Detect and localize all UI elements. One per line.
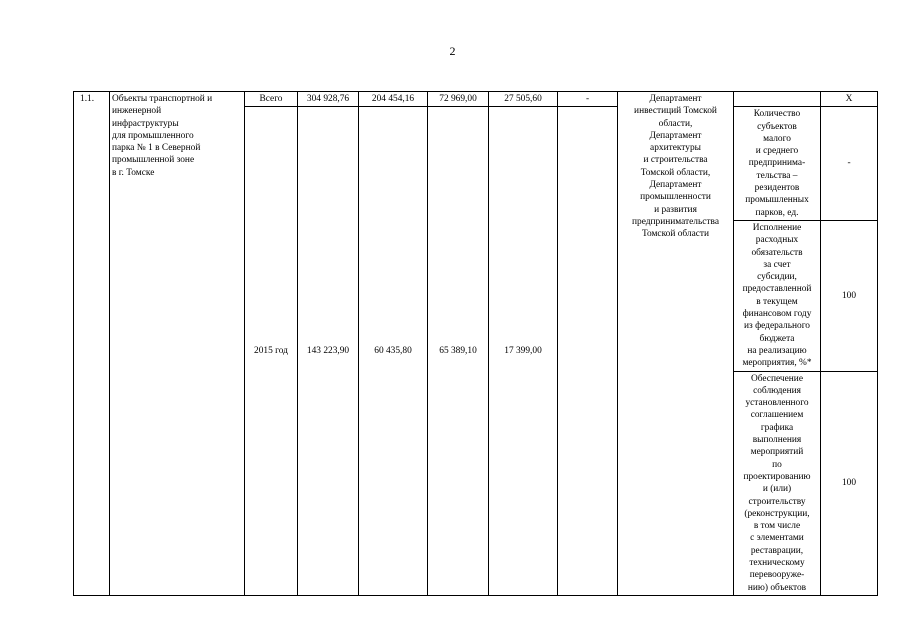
indicator-name: Обеспечение соблюдения установленного соглашением графика выполнения мероприятий по проектированию и (или) строительству (реконструкции, в том числе с элементами реставрации, техническому перевооруже- нию) объектов [734,371,821,595]
responsible-executors: Департамент инвестиций Томской области, Департамент архитектуры и строительства Томской области, Департамент промышленности и развития предпринимательства Томской области [618,92,734,596]
sum-total: 304 928,76 [298,92,359,107]
federal-2015: 60 435,80 [359,107,428,596]
indicator-value: 100 [821,220,878,371]
local-total: 27 505,60 [489,92,558,107]
period-2015: 2015 год [245,107,298,596]
sum-2015: 143 223,90 [298,107,359,596]
indicator-value: 100 [821,371,878,595]
program-table [73,91,878,596]
extra-total: - [558,92,618,107]
indicator-name: Количество субъектов малого и среднего предпринима- тельства – резидентов промышленных парков, ед. [734,107,821,221]
page-number: 2 [449,44,456,58]
period-total: Всего [245,92,298,107]
indicator-total-value: Х [821,92,878,107]
indicator-value: - [821,107,878,221]
local-2015: 17 399,00 [489,107,558,596]
federal-total: 204 454,16 [359,92,428,107]
row-number: 1.1. [74,92,110,596]
indicator-header-blank [734,92,821,107]
regional-total: 72 969,00 [428,92,489,107]
regional-2015: 65 389,10 [428,107,489,596]
extra-2015 [558,107,618,596]
indicator-name: Исполнение расходных обязательств за счет субсидии, предоставленной в текущем финансовом году из федерального бюджета на реализацию мероприятия, %* [734,220,821,371]
table-row [74,92,878,107]
row-title: Объекты транспортной и инженерной инфраструктуры для промышленного парка № 1 в Северной промышленной зоне в г. Томске [110,92,245,596]
